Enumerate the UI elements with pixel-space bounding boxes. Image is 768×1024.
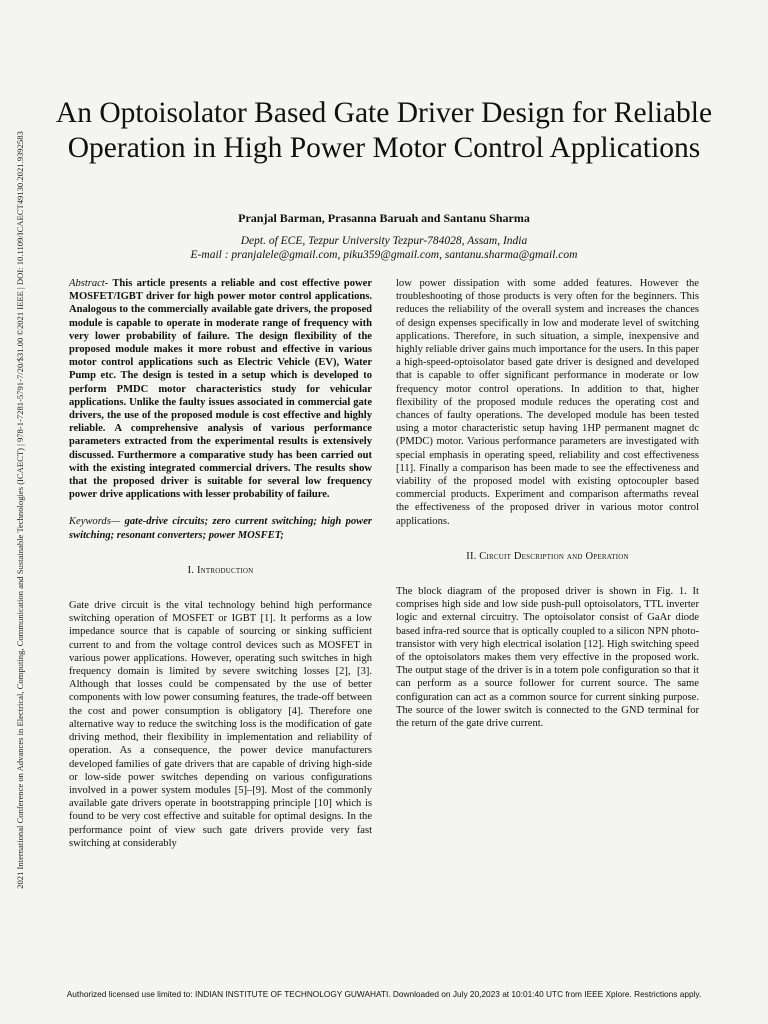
- keywords: [69, 515, 372, 541]
- author-list: Pranjal Barman, Prasanna Baruah and Santanu Sharma: [238, 211, 530, 225]
- abstract-label: Abstract-: [69, 278, 109, 289]
- side-citation-strip: [13, 80, 27, 940]
- section-heading-introduction: I. Introduction: [187, 564, 254, 576]
- email-line: E-mail : pranjalele@gmail.com, piku359@gmail.com, santanu.sharma@gmail.com: [190, 249, 578, 261]
- affiliation: Dept. of ECE, Tezpur University Tezpur-784028, Assam, India: [240, 235, 528, 247]
- side-citation-text: 2021 International Conference on Advances in Electrical, Computing, Communication and Sustainable Technologies (ICAECT) | 978-1-7281-5791-7/20/$31.00 ©2021 IEEE | DOI: 10.1109/ICAECT49130.2021.9392583: [15, 131, 25, 889]
- right-column: [396, 277, 699, 730]
- abstract-text: This article presents a reliable and cost effective power MOSFET/IGBT driver for high power motor control applications. Analogous to the commercially available gate drivers, the proposed module is capable to operate in moderate range of frequency with very lower probability of failure. The design flexibility of the proposed module makes it more robust and effective in various motor control applications such as Electric Vehicle (EV), Water Pump etc. The design is tested in a setup which is developed to perform PMDC motor characteristics study for vehicular applications. Unlike the faulty issues associated in commercial gate drivers, the use of the proposed module is cost effective and highly reliable. A comprehensive analysis of various performance parameters extracted from the experimental results is extensively discussed. Furthermore a comparative study has been carried out with the existing integrated commercial drivers. The results show that the proposed driver is suitable for several low frequency power drive applications with lesser probability of failure.: [69, 278, 372, 501]
- introduction-continued-paragraph: low power dissipation with some added features. However the troubleshooting of those products is very often for the beginners. This reduces the reliability of the overall system and increases the chances of design expenses specifically in low and moderate level of switching applications. Therefore, in such situation, a simple, inexpensive and highly reliable driver gains much importance for the users. In this paper a high-speed-optoisolator based gate driver is designed and developed that is capable to offer significant performance in moderate or low frequency motor control operations. In addition to that, higher flexibility of the proposed module reduces the operating cost and chances of faulty operations. The developed module has been tested using a motor characteristic setup having 1HP permanent magnet dc (PMDC) motor. Various performance parameters are investigated with special emphasis in operating speed, reliability and cost effectiveness [11]. Finally a comparison has been made to see the effectiveness and viability of the proposed model with existing optocoupler based commercial products. Experiment and comparison aftermaths reveal the effectiveness of the proposed driver in various motor control applications.: [396, 278, 699, 527]
- introduction-paragraph: Gate drive circuit is the vital technology behind high performance switching operation of MOSFET or IGBT [1]. It performs as a low impedance source that is capable of sourcing or sinking sufficient current to and from the voltage control devices such as MOSFET in various power applications. However, operating such switches in high frequency domain is limited by severe switching losses [2], [3]. Although that losses could be compensated by the use of better components with low power consuming features, the trade-off between the cost and power consumption is obligatory [4]. Therefore one alternative way to reduce the switching loss is the modification of gate driving method, their flexibility in implementation and reliability of operation. As a consequence, the power device manufacturers developed families of gate drivers that are capable of driving high-side or low-side power switches depending on various configurations involved in a power system modules [5]–[9]. Most of the commonly available gate drivers operate in bootstrapping principle [10] which is found to be very cost effective and suitable for optimal designs. In the performance point of view such gate drivers provide very fast switching at considerably: [69, 600, 372, 849]
- keywords-text: gate-drive circuits; zero current switching; high power switching; resonant converters; power MOSFET;: [69, 516, 372, 541]
- section-heading-circuit: II. Circuit Description and Operation: [466, 550, 629, 562]
- license-footer: Authorized licensed use limited to: INDIAN INSTITUTE OF TECHNOLOGY GUWAHATI. Downloaded on July 20,2023 at 10:01:40 UTC from IEEE Xplore. Restrictions apply.: [66, 989, 702, 999]
- abstract: [69, 277, 372, 501]
- left-column: [69, 277, 372, 850]
- paper-title: An Optoisolator Based Gate Driver Design for Reliable Operation in High Power Motor Control Applications: [55, 97, 713, 164]
- affiliation-block: [60, 234, 708, 262]
- circuit-description-paragraph: The block diagram of the proposed driver is shown in Fig. 1. It comprises high side and low side push-pull optoisolators, TTL inverter logic and external circuitry. The optoisolator consist of GaAr diode based infra-red source that is optically coupled to a silicon NPN photo-transistor with very high electrical isolation [12]. High switching speed of the optoisolators makes them very effective in the proposed work. The output stage of the driver is in a totem pole configuration so that it can perform as a source follower for current source. The same configuration can act as a common source for current sinking purpose. The source of the lower switch is connected to the GND terminal for the return of the gate drive current.: [396, 586, 699, 730]
- keywords-label: Keywords—: [69, 516, 121, 528]
